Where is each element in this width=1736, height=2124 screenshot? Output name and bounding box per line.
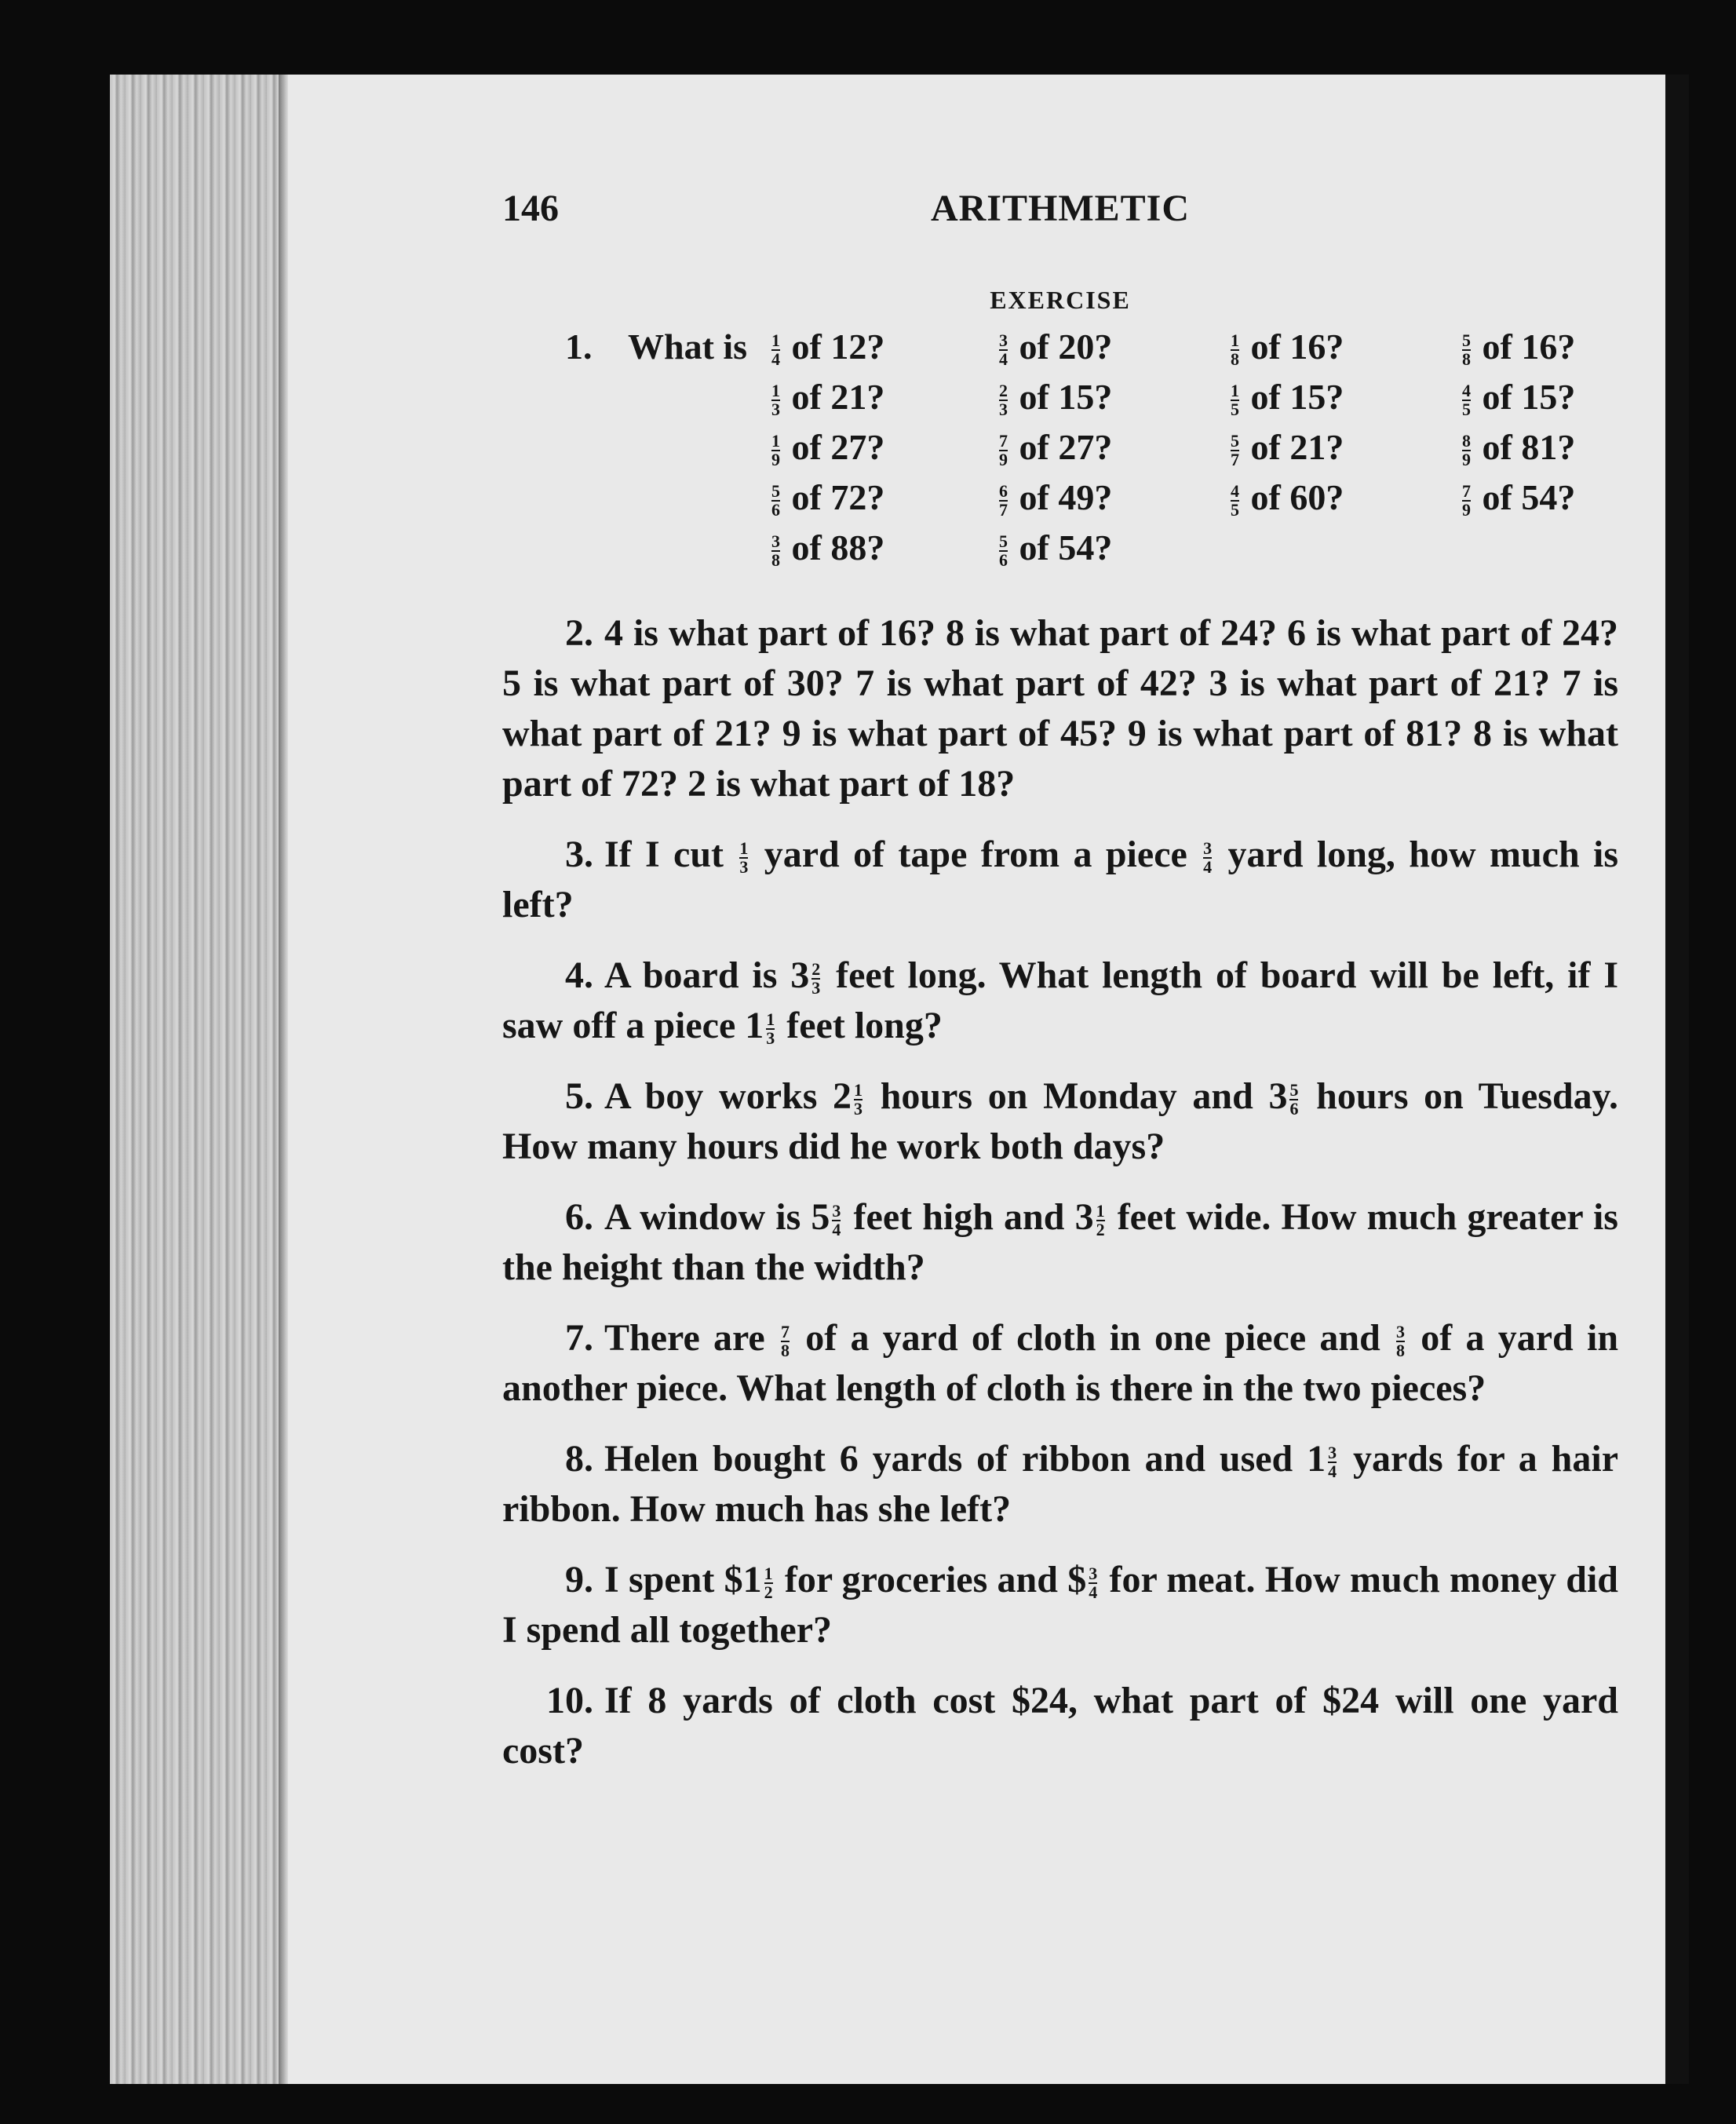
fraction xyxy=(1462,481,1471,520)
fraction-numerator: 3 xyxy=(1089,1563,1098,1583)
exercise-1-item-text: of 54? xyxy=(1010,527,1113,567)
fraction xyxy=(832,1200,841,1239)
fraction-numerator: 3 xyxy=(1396,1321,1406,1341)
fraction-denominator: 8 xyxy=(771,550,780,571)
problem-text: A boy works 2 xyxy=(604,1075,852,1117)
exercise-1-item-text: of 27? xyxy=(782,427,885,467)
problem-text: of a yard of cloth in one piece and xyxy=(791,1317,1395,1359)
fraction-denominator: 2 xyxy=(1096,1219,1105,1239)
problem-text: Helen bought 6 yards of ribbon and used 1 xyxy=(604,1438,1326,1480)
fraction-denominator: 8 xyxy=(1396,1340,1406,1360)
running-title: ARITHMETIC xyxy=(930,188,1191,229)
fraction xyxy=(1462,330,1471,370)
exercise-1-item-text: of 72? xyxy=(782,477,885,517)
fraction-denominator: 6 xyxy=(771,500,780,520)
page-content xyxy=(502,187,1618,1797)
fraction-numerator: 6 xyxy=(999,481,1008,502)
fraction-numerator: 3 xyxy=(1328,1442,1337,1462)
exercise-1-item-text: of 16? xyxy=(1473,327,1576,367)
exercise-1-item-text: of 54? xyxy=(1473,477,1576,517)
fraction xyxy=(1462,383,1471,418)
fraction xyxy=(764,1563,773,1602)
problem-number: 4. xyxy=(565,954,593,996)
exercise-1-item xyxy=(1228,476,1344,518)
fraction xyxy=(771,383,780,418)
problem-number: 7. xyxy=(565,1317,593,1359)
exercise-1-item-text: of 15? xyxy=(1242,377,1344,417)
fraction-denominator: 9 xyxy=(771,450,780,470)
fraction-denominator: 8 xyxy=(1462,349,1471,370)
problem-text: feet wide. How much greater is the height than the width? xyxy=(502,1196,1618,1288)
problem-number: 9. xyxy=(565,1559,593,1600)
fraction xyxy=(999,433,1008,468)
fraction-denominator: 7 xyxy=(999,500,1008,520)
page-number: 146 xyxy=(502,188,559,229)
problem-list xyxy=(502,608,1618,1776)
fraction-denominator: 3 xyxy=(854,1098,863,1119)
exercise-1-item xyxy=(769,426,884,468)
fraction xyxy=(999,330,1008,370)
fraction xyxy=(1328,1442,1337,1481)
exercise-heading: EXERCISE xyxy=(990,286,1131,314)
fraction-numerator: 5 xyxy=(999,531,1008,552)
problem-text: feet high and 3 xyxy=(843,1196,1094,1238)
problem-number: 10. xyxy=(546,1680,593,1721)
exercise-1-item-text: of 20? xyxy=(1010,327,1113,367)
fraction xyxy=(1289,1079,1299,1119)
exercise-1-item xyxy=(769,476,884,518)
fraction xyxy=(999,383,1008,418)
fraction xyxy=(1089,1563,1098,1602)
fraction-numerator: 5 xyxy=(1231,431,1239,451)
fraction-denominator: 4 xyxy=(771,349,780,370)
fraction-denominator: 6 xyxy=(999,550,1008,571)
exercise-1-item-text: of 21? xyxy=(782,377,885,417)
problem-text: If I cut xyxy=(604,834,738,875)
problem-text: If 8 yards of cloth cost $24, what part of $24 will one yard cost? xyxy=(502,1680,1618,1772)
fraction-numerator: 1 xyxy=(771,330,780,351)
problem-text: of a yard in another piece. What length of cloth is there in the two pieces? xyxy=(502,1317,1619,1409)
exercise-1-item xyxy=(769,527,885,571)
problem-text: for meat. How much money did I spend all together? xyxy=(502,1559,1618,1651)
fraction xyxy=(1231,433,1239,468)
problem-number: 8. xyxy=(565,1438,593,1480)
fraction-numerator: 7 xyxy=(999,431,1008,451)
fraction-denominator: 2 xyxy=(764,1582,773,1602)
exercise-1-item-text: of 16? xyxy=(1242,327,1344,367)
fraction-numerator: 1 xyxy=(764,1563,773,1583)
exercise-1-item-text: of 60? xyxy=(1242,477,1344,517)
exercise-1-item xyxy=(1460,376,1575,418)
running-header xyxy=(502,187,1618,250)
exercise-1-item xyxy=(1228,376,1344,418)
fraction-denominator: 8 xyxy=(1231,349,1239,370)
fraction xyxy=(766,1009,775,1048)
problem-text: I spent $1 xyxy=(604,1559,762,1600)
problem-6 xyxy=(502,1192,1618,1293)
exercise-1-grid xyxy=(502,326,1618,577)
exercise-1-item-text: of 21? xyxy=(1242,427,1344,467)
fraction-numerator: 1 xyxy=(766,1009,775,1029)
fraction-numerator: 1 xyxy=(739,838,749,858)
exercise-1-item xyxy=(1228,426,1344,468)
fraction-denominator: 3 xyxy=(999,400,1008,420)
fraction-numerator: 5 xyxy=(1462,330,1471,351)
fraction xyxy=(771,330,780,370)
fraction-numerator: 1 xyxy=(771,431,780,451)
exercise-1-item-text: of 12? xyxy=(782,327,885,367)
problem-text: for groceries and $ xyxy=(775,1559,1087,1600)
problem-3 xyxy=(502,830,1618,930)
fraction-numerator: 1 xyxy=(771,381,780,401)
fraction-numerator: 2 xyxy=(811,958,821,979)
problem-number: 6. xyxy=(565,1196,593,1238)
exercise-1-item xyxy=(997,426,1112,468)
exercise-1-item-text: of 27? xyxy=(1010,427,1113,467)
fraction-numerator: 8 xyxy=(1462,431,1471,451)
fraction-numerator: 4 xyxy=(1231,481,1239,502)
fraction xyxy=(1231,383,1239,418)
fraction-denominator: 4 xyxy=(832,1219,841,1239)
fraction-denominator: 4 xyxy=(1203,856,1213,877)
fraction-denominator: 9 xyxy=(1462,450,1471,470)
fraction-denominator: 5 xyxy=(1231,500,1239,520)
fraction xyxy=(1096,1200,1105,1239)
exercise-1-item xyxy=(769,326,885,370)
fraction-denominator: 4 xyxy=(1328,1461,1337,1481)
fraction xyxy=(1462,433,1471,468)
fraction-denominator: 4 xyxy=(999,349,1008,370)
problem-text: hours on Tuesday. How many hours did he work both days? xyxy=(502,1075,1618,1167)
fraction-denominator: 8 xyxy=(780,1340,790,1360)
fraction-denominator: 9 xyxy=(999,450,1008,470)
fraction xyxy=(771,481,780,520)
problem-text: A board is 3 xyxy=(604,954,810,996)
fraction-numerator: 2 xyxy=(999,381,1008,401)
problem-text: There are xyxy=(604,1317,779,1359)
exercise-1-item xyxy=(997,527,1113,571)
fraction-denominator: 5 xyxy=(1231,400,1239,420)
fraction xyxy=(999,481,1008,520)
problem-8 xyxy=(502,1434,1618,1535)
exercise-1-item-text: of 15? xyxy=(1010,377,1113,417)
page-stack-edge xyxy=(110,75,279,2084)
exercise-1-item xyxy=(1460,326,1576,370)
fraction-numerator: 3 xyxy=(771,531,780,552)
problem-text: yards for a hair ribbon. How much has she left? xyxy=(502,1438,1618,1530)
fraction xyxy=(1231,481,1239,520)
problem-text: 4 is what part of 16? 8 is what part of 24? 6 is what part of 24? 5 is what part of 30? 7 is what part of 42? 3 is what part of 21? 7 is what part of 21? 9 is what part of 45? 9 is what part of 81? 8 is what part of 72? 2 is what part of 18? xyxy=(502,612,1618,805)
fraction-numerator: 5 xyxy=(771,481,780,502)
fraction-denominator: 3 xyxy=(739,856,749,877)
fraction xyxy=(780,1321,790,1360)
fraction xyxy=(739,838,749,877)
fraction xyxy=(771,433,780,468)
fraction-numerator: 7 xyxy=(1462,481,1471,502)
exercise-1-item-text: of 88? xyxy=(782,527,885,567)
problem-7 xyxy=(502,1313,1618,1414)
fraction xyxy=(1231,330,1239,370)
fraction xyxy=(1396,1321,1406,1360)
problem-text: yard of tape from a piece xyxy=(750,834,1202,875)
fraction-numerator: 3 xyxy=(999,330,1008,351)
fraction-numerator: 1 xyxy=(854,1079,863,1100)
exercise-1-item-text: of 15? xyxy=(1473,377,1576,417)
fraction-denominator: 6 xyxy=(1289,1098,1299,1119)
problem-text: hours on Monday and 3 xyxy=(865,1075,1288,1117)
fraction xyxy=(1203,838,1213,877)
exercise-1-intro: What is xyxy=(628,327,748,367)
problem-10 xyxy=(502,1676,1618,1776)
fraction xyxy=(999,531,1008,571)
exercise-1-item-text: of 49? xyxy=(1010,477,1113,517)
exercise-1-item-text: of 81? xyxy=(1473,427,1576,467)
fraction-denominator: 5 xyxy=(1462,400,1471,420)
exercise-1-item xyxy=(1460,476,1575,518)
problem-text: feet long. What length of board will be left, if I saw off a piece 1 xyxy=(502,954,1618,1046)
problem-9 xyxy=(502,1555,1618,1655)
fraction-numerator: 5 xyxy=(1289,1079,1299,1100)
problem-number: 3. xyxy=(565,834,593,875)
problem-number: 2. xyxy=(565,612,593,654)
fraction-numerator: 4 xyxy=(1462,381,1471,401)
problem-text: A window is 5 xyxy=(604,1196,830,1238)
fraction-denominator: 9 xyxy=(1462,500,1471,520)
page-gutter-shadow xyxy=(279,75,288,2084)
fraction-numerator: 1 xyxy=(1096,1200,1105,1221)
fraction-denominator: 3 xyxy=(766,1027,775,1048)
exercise-1-item xyxy=(997,376,1112,418)
exercise-1-item xyxy=(1460,426,1575,468)
problem-5 xyxy=(502,1071,1618,1172)
fraction xyxy=(811,958,821,998)
problem-2 xyxy=(502,608,1618,809)
problem-number: 5. xyxy=(565,1075,593,1117)
exercise-1-item xyxy=(1228,326,1344,370)
fraction-numerator: 7 xyxy=(780,1321,790,1341)
exercise-1-item xyxy=(997,476,1112,518)
right-binding-shadow xyxy=(1665,75,1689,2084)
fraction-denominator: 3 xyxy=(771,400,780,420)
fraction-numerator: 1 xyxy=(1231,381,1239,401)
problem-number: 1. xyxy=(565,327,593,367)
fraction-numerator: 3 xyxy=(832,1200,841,1221)
fraction-denominator: 3 xyxy=(811,977,821,998)
fraction-denominator: 7 xyxy=(1231,450,1239,470)
fraction xyxy=(854,1079,863,1119)
exercise-1-item xyxy=(997,326,1113,370)
fraction-numerator: 3 xyxy=(1203,838,1213,858)
exercise-1-item xyxy=(769,376,884,418)
problem-text: yard long, how much is left? xyxy=(502,834,1619,925)
fraction-denominator: 4 xyxy=(1089,1582,1098,1602)
problem-text: feet long? xyxy=(777,1005,943,1046)
fraction-numerator: 1 xyxy=(1231,330,1239,351)
fraction xyxy=(771,531,780,571)
problem-4 xyxy=(502,951,1618,1051)
